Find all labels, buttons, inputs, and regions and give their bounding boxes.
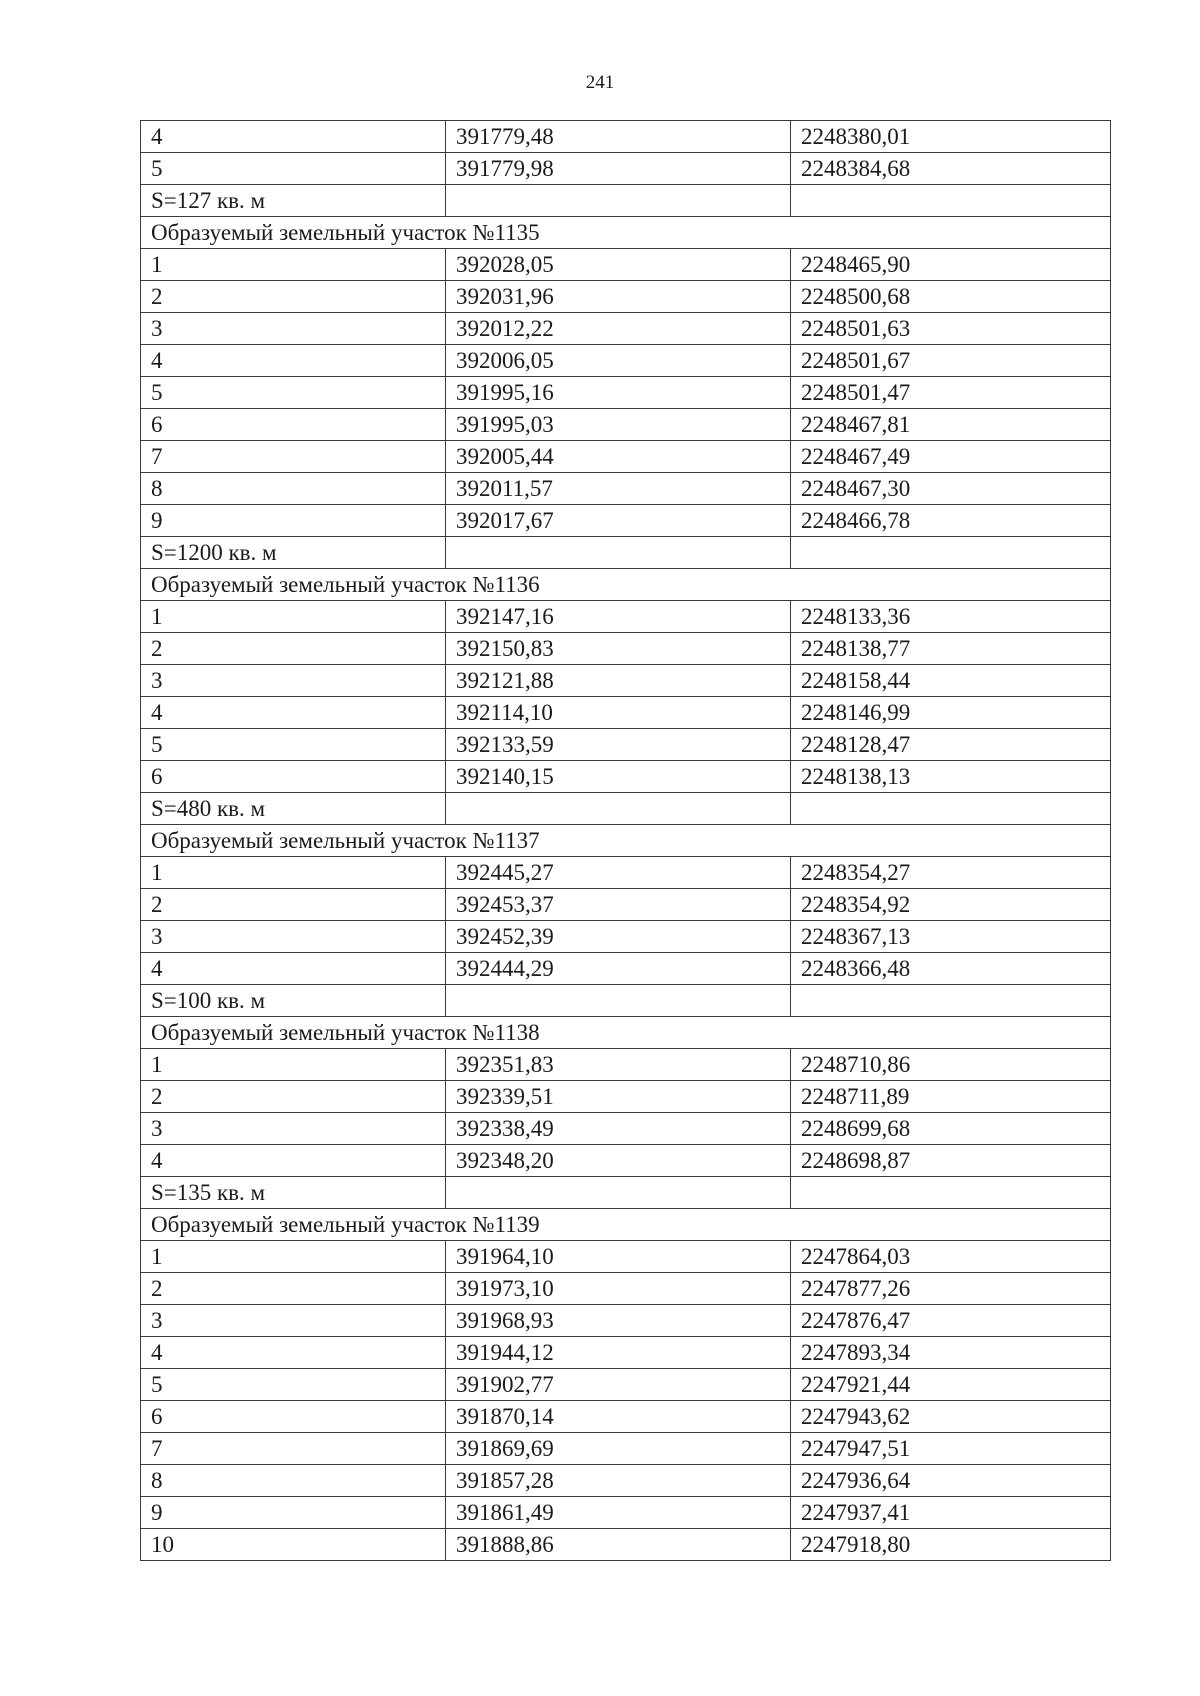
x-coordinate: 391964,10 xyxy=(446,1241,791,1273)
point-number: 2 xyxy=(141,281,446,313)
coordinates-table-body xyxy=(141,121,1111,1561)
y-coordinate: 2248465,90 xyxy=(791,249,1111,281)
parcel-header-row xyxy=(141,217,1111,249)
x-coordinate: 391857,28 xyxy=(446,1465,791,1497)
empty-cell xyxy=(791,985,1111,1017)
point-row xyxy=(141,697,1111,729)
point-number: 5 xyxy=(141,1369,446,1401)
point-number: 2 xyxy=(141,1081,446,1113)
area-row xyxy=(141,185,1111,217)
point-number: 7 xyxy=(141,1433,446,1465)
x-coordinate: 391902,77 xyxy=(446,1369,791,1401)
area-value: S=480 кв. м xyxy=(141,793,446,825)
x-coordinate: 391870,14 xyxy=(446,1401,791,1433)
point-row xyxy=(141,1049,1111,1081)
point-number: 3 xyxy=(141,1305,446,1337)
y-coordinate: 2248354,92 xyxy=(791,889,1111,921)
x-coordinate: 391779,98 xyxy=(446,153,791,185)
point-number: 3 xyxy=(141,313,446,345)
x-coordinate: 392140,15 xyxy=(446,761,791,793)
point-row xyxy=(141,1241,1111,1273)
point-number: 1 xyxy=(141,249,446,281)
point-row xyxy=(141,345,1111,377)
point-number: 2 xyxy=(141,1273,446,1305)
point-row xyxy=(141,729,1111,761)
x-coordinate: 391995,03 xyxy=(446,409,791,441)
point-row xyxy=(141,313,1111,345)
area-row xyxy=(141,793,1111,825)
point-row xyxy=(141,1529,1111,1561)
point-row xyxy=(141,153,1111,185)
point-row xyxy=(141,1273,1111,1305)
y-coordinate: 2247947,51 xyxy=(791,1433,1111,1465)
area-value: S=135 кв. м xyxy=(141,1177,446,1209)
point-row xyxy=(141,1337,1111,1369)
y-coordinate: 2248128,47 xyxy=(791,729,1111,761)
point-row xyxy=(141,281,1111,313)
x-coordinate: 392133,59 xyxy=(446,729,791,761)
x-coordinate: 392017,67 xyxy=(446,505,791,537)
x-coordinate: 392348,20 xyxy=(446,1145,791,1177)
x-coordinate: 391968,93 xyxy=(446,1305,791,1337)
point-row xyxy=(141,121,1111,153)
parcel-title: Образуемый земельный участок №1136 xyxy=(141,569,1111,601)
parcel-title: Образуемый земельный участок №1135 xyxy=(141,217,1111,249)
y-coordinate: 2248698,87 xyxy=(791,1145,1111,1177)
y-coordinate: 2247921,44 xyxy=(791,1369,1111,1401)
point-number: 8 xyxy=(141,1465,446,1497)
point-number: 6 xyxy=(141,1401,446,1433)
point-number: 1 xyxy=(141,601,446,633)
point-number: 4 xyxy=(141,697,446,729)
point-number: 1 xyxy=(141,1241,446,1273)
area-value: S=127 кв. м xyxy=(141,185,446,217)
y-coordinate: 2247937,41 xyxy=(791,1497,1111,1529)
y-coordinate: 2248146,99 xyxy=(791,697,1111,729)
x-coordinate: 391869,69 xyxy=(446,1433,791,1465)
y-coordinate: 2247943,62 xyxy=(791,1401,1111,1433)
point-number: 4 xyxy=(141,953,446,985)
x-coordinate: 391779,48 xyxy=(446,121,791,153)
point-row xyxy=(141,473,1111,505)
area-row xyxy=(141,985,1111,1017)
y-coordinate: 2248467,49 xyxy=(791,441,1111,473)
point-row xyxy=(141,761,1111,793)
point-row xyxy=(141,505,1111,537)
point-row xyxy=(141,1145,1111,1177)
point-number: 1 xyxy=(141,1049,446,1081)
y-coordinate: 2247876,47 xyxy=(791,1305,1111,1337)
x-coordinate: 392031,96 xyxy=(446,281,791,313)
y-coordinate: 2248133,36 xyxy=(791,601,1111,633)
coordinates-table xyxy=(140,120,1111,1561)
parcel-title: Образуемый земельный участок №1137 xyxy=(141,825,1111,857)
y-coordinate: 2247864,03 xyxy=(791,1241,1111,1273)
point-number: 6 xyxy=(141,761,446,793)
point-number: 5 xyxy=(141,377,446,409)
y-coordinate: 2248501,47 xyxy=(791,377,1111,409)
empty-cell xyxy=(791,185,1111,217)
empty-cell xyxy=(791,1177,1111,1209)
x-coordinate: 391888,86 xyxy=(446,1529,791,1561)
x-coordinate: 392445,27 xyxy=(446,857,791,889)
x-coordinate: 392006,05 xyxy=(446,345,791,377)
x-coordinate: 391861,49 xyxy=(446,1497,791,1529)
empty-cell xyxy=(446,793,791,825)
point-number: 3 xyxy=(141,921,446,953)
point-row xyxy=(141,953,1111,985)
x-coordinate: 392028,05 xyxy=(446,249,791,281)
point-number: 7 xyxy=(141,441,446,473)
point-number: 2 xyxy=(141,889,446,921)
point-row xyxy=(141,889,1111,921)
point-row xyxy=(141,601,1111,633)
y-coordinate: 2248138,13 xyxy=(791,761,1111,793)
x-coordinate: 392338,49 xyxy=(446,1113,791,1145)
point-row xyxy=(141,1497,1111,1529)
point-number: 10 xyxy=(141,1529,446,1561)
y-coordinate: 2248710,86 xyxy=(791,1049,1111,1081)
x-coordinate: 392444,29 xyxy=(446,953,791,985)
y-coordinate: 2248501,67 xyxy=(791,345,1111,377)
y-coordinate: 2248467,30 xyxy=(791,473,1111,505)
point-number: 3 xyxy=(141,1113,446,1145)
x-coordinate: 391995,16 xyxy=(446,377,791,409)
point-number: 4 xyxy=(141,345,446,377)
x-coordinate: 392011,57 xyxy=(446,473,791,505)
y-coordinate: 2247893,34 xyxy=(791,1337,1111,1369)
x-coordinate: 392351,83 xyxy=(446,1049,791,1081)
point-number: 3 xyxy=(141,665,446,697)
point-row xyxy=(141,441,1111,473)
x-coordinate: 392339,51 xyxy=(446,1081,791,1113)
point-number: 4 xyxy=(141,1145,446,1177)
point-number: 4 xyxy=(141,121,446,153)
point-number: 9 xyxy=(141,1497,446,1529)
x-coordinate: 391973,10 xyxy=(446,1273,791,1305)
parcel-title: Образуемый земельный участок №1139 xyxy=(141,1209,1111,1241)
point-row xyxy=(141,1465,1111,1497)
point-row xyxy=(141,857,1111,889)
y-coordinate: 2248501,63 xyxy=(791,313,1111,345)
point-row xyxy=(141,409,1111,441)
x-coordinate: 392453,37 xyxy=(446,889,791,921)
empty-cell xyxy=(446,185,791,217)
page-number: 241 xyxy=(585,72,615,93)
point-number: 9 xyxy=(141,505,446,537)
parcel-header-row xyxy=(141,1017,1111,1049)
y-coordinate: 2248699,68 xyxy=(791,1113,1111,1145)
point-number: 8 xyxy=(141,473,446,505)
point-number: 6 xyxy=(141,409,446,441)
area-row xyxy=(141,537,1111,569)
point-row xyxy=(141,1433,1111,1465)
point-row xyxy=(141,665,1111,697)
empty-cell xyxy=(446,537,791,569)
point-number: 4 xyxy=(141,1337,446,1369)
point-row xyxy=(141,1113,1111,1145)
x-coordinate: 392114,10 xyxy=(446,697,791,729)
y-coordinate: 2248354,27 xyxy=(791,857,1111,889)
y-coordinate: 2248380,01 xyxy=(791,121,1111,153)
x-coordinate: 392150,83 xyxy=(446,633,791,665)
empty-cell xyxy=(791,793,1111,825)
point-number: 5 xyxy=(141,153,446,185)
area-value: S=100 кв. м xyxy=(141,985,446,1017)
point-row xyxy=(141,921,1111,953)
point-row xyxy=(141,633,1111,665)
y-coordinate: 2248467,81 xyxy=(791,409,1111,441)
y-coordinate: 2248466,78 xyxy=(791,505,1111,537)
y-coordinate: 2248711,89 xyxy=(791,1081,1111,1113)
empty-cell xyxy=(791,537,1111,569)
parcel-header-row xyxy=(141,1209,1111,1241)
y-coordinate: 2248158,44 xyxy=(791,665,1111,697)
point-number: 1 xyxy=(141,857,446,889)
parcel-header-row xyxy=(141,825,1111,857)
y-coordinate: 2248138,77 xyxy=(791,633,1111,665)
point-row xyxy=(141,377,1111,409)
y-coordinate: 2248500,68 xyxy=(791,281,1111,313)
x-coordinate: 392012,22 xyxy=(446,313,791,345)
y-coordinate: 2248366,48 xyxy=(791,953,1111,985)
area-row xyxy=(141,1177,1111,1209)
y-coordinate: 2247936,64 xyxy=(791,1465,1111,1497)
x-coordinate: 392121,88 xyxy=(446,665,791,697)
point-row xyxy=(141,1401,1111,1433)
x-coordinate: 392452,39 xyxy=(446,921,791,953)
x-coordinate: 392005,44 xyxy=(446,441,791,473)
point-row xyxy=(141,1081,1111,1113)
point-number: 5 xyxy=(141,729,446,761)
area-value: S=1200 кв. м xyxy=(141,537,446,569)
y-coordinate: 2247918,80 xyxy=(791,1529,1111,1561)
empty-cell xyxy=(446,985,791,1017)
y-coordinate: 2248367,13 xyxy=(791,921,1111,953)
y-coordinate: 2248384,68 xyxy=(791,153,1111,185)
parcel-title: Образуемый земельный участок №1138 xyxy=(141,1017,1111,1049)
y-coordinate: 2247877,26 xyxy=(791,1273,1111,1305)
empty-cell xyxy=(446,1177,791,1209)
point-number: 2 xyxy=(141,633,446,665)
point-row xyxy=(141,249,1111,281)
point-row xyxy=(141,1305,1111,1337)
x-coordinate: 392147,16 xyxy=(446,601,791,633)
point-row xyxy=(141,1369,1111,1401)
parcel-header-row xyxy=(141,569,1111,601)
x-coordinate: 391944,12 xyxy=(446,1337,791,1369)
